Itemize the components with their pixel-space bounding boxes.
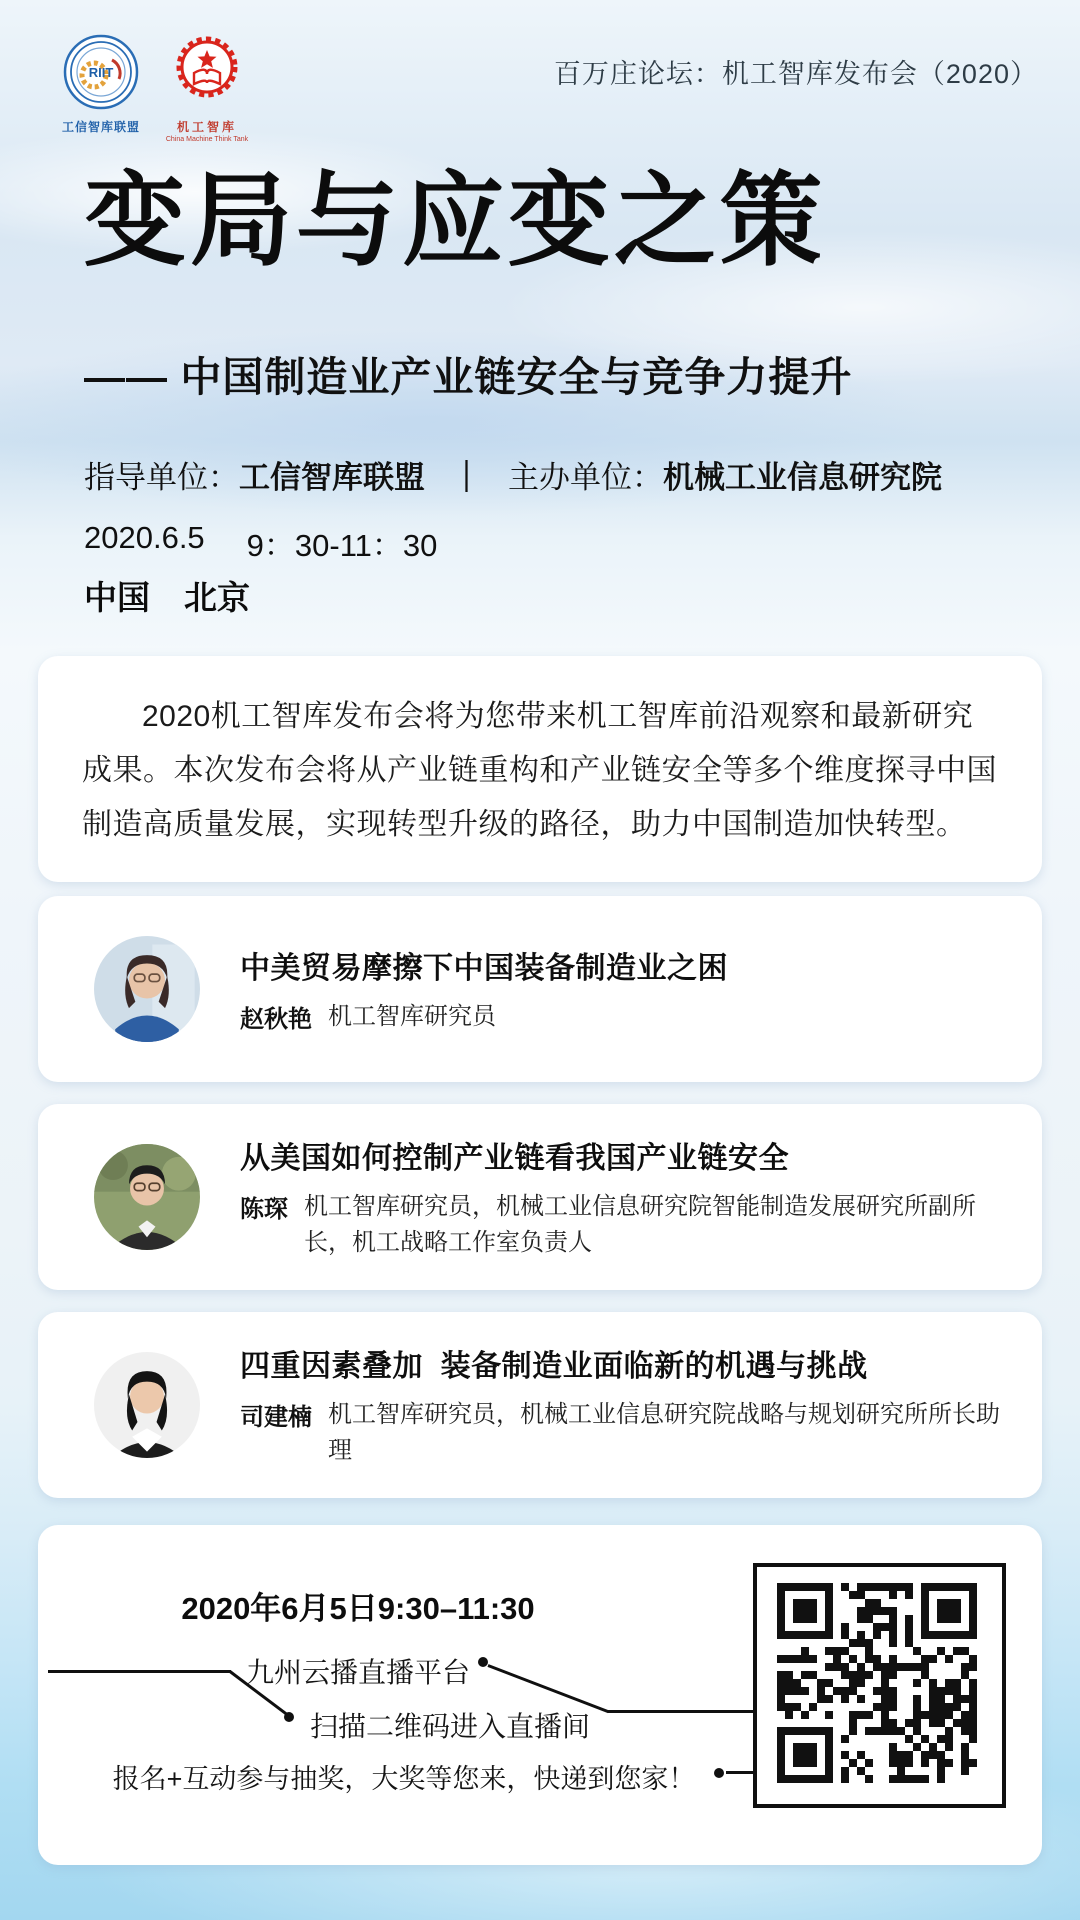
red-gear-star-book-icon (169, 34, 245, 115)
connector-line (608, 1710, 754, 1713)
host-unit-label: 主办单位： (508, 460, 663, 495)
event-time: 9：30-11：30 (246, 528, 438, 563)
logo-group (58, 34, 250, 143)
qr-code-icon (753, 1563, 1006, 1808)
livestream-card (38, 1525, 1042, 1865)
jigong-logo-subcaption: China Machine Think Tank (165, 136, 249, 143)
speaker-role: 机工智库研究员，机械工业信息研究院智能制造发展研究所副所长，机工战略工作室负责人 (304, 1193, 976, 1256)
divider-bar: ｜ (451, 460, 482, 495)
host-unit-value: 机械工业信息研究院 (663, 460, 942, 495)
livestream-platform: 九州云播直播平台 (245, 1657, 470, 1688)
speaker-photo (94, 1144, 200, 1250)
connector-line (726, 1771, 754, 1774)
speaker-info (240, 1133, 1012, 1261)
speaker-name-row (240, 1189, 1012, 1261)
speaker-name: 陈琛 (240, 1196, 288, 1223)
event-city: 北京 (184, 579, 250, 616)
svg-text:RIIT: RIIT (88, 65, 114, 80)
speaker-info (240, 943, 728, 1035)
speaker-role: 机工智库研究员，机械工业信息研究院战略与规划研究所所长助理 (328, 1401, 1000, 1464)
event-date: 2020.6.5 (84, 520, 205, 555)
speaker-card (38, 1104, 1042, 1290)
speaker-card (38, 896, 1042, 1082)
riit-ring-gear-icon (63, 34, 139, 115)
speaker-role: 机工智库研究员 (328, 1003, 496, 1030)
speaker-name: 赵秋艳 (240, 1006, 312, 1033)
speaker-card (38, 1312, 1042, 1498)
scan-hint: 扫描二维码进入直播间 (310, 1711, 591, 1742)
riit-logo (58, 34, 144, 135)
speaker-name-row (240, 1397, 1012, 1469)
speaker-photo (94, 936, 200, 1042)
event-location-line (84, 572, 250, 619)
jigong-thinktank-logo (164, 34, 250, 143)
speaker-name: 司建楠 (240, 1404, 312, 1431)
connector-dot (284, 1712, 294, 1722)
prize-hint: 报名+互动参与抽奖，大奖等您来，快递到您家！ (112, 1764, 696, 1794)
speaker-info (240, 1341, 1012, 1469)
riit-logo-caption: 工信智库联盟 (61, 120, 140, 134)
page-title: 变局与应变之策 (84, 164, 826, 278)
livestream-datetime: 2020年6月5日9:30–11:30 (181, 1591, 535, 1626)
connector-dot (714, 1768, 724, 1778)
speaker-name-row (240, 999, 728, 1035)
connector-dot (478, 1657, 488, 1667)
connector-line (48, 1670, 231, 1673)
organizer-line (84, 452, 942, 497)
page-subtitle: —— 中国制造业产业链安全与竞争力提升 (84, 354, 853, 400)
speaker-photo (94, 1352, 200, 1458)
guide-unit-value: 工信智库联盟 (239, 460, 425, 495)
speaker-topic: 从美国如何控制产业链看我国产业链安全 (240, 1142, 789, 1175)
guide-unit-label: 指导单位： (84, 460, 239, 495)
speaker-topic: 四重因素叠加 装备制造业面临新的机遇与挑战 (240, 1350, 868, 1383)
intro-paragraph: 2020机工智库发布会将为您带来机工智库前沿观察和最新研究成果。本次发布会将从产业链重构和产业链安全等多个维度探寻中国制造高质量发展，实现转型升级的路径，助力中国制造加快转型。 (82, 700, 997, 841)
forum-label: 百万庄论坛：机工智库发布会（2020） (553, 59, 1038, 89)
event-date-line (84, 520, 437, 565)
intro-card (38, 656, 1042, 882)
jigong-logo-caption: 机工智库 (176, 120, 237, 134)
speaker-topic: 中美贸易摩擦下中国装备制造业之困 (240, 952, 728, 985)
event-country: 中国 (84, 579, 150, 616)
